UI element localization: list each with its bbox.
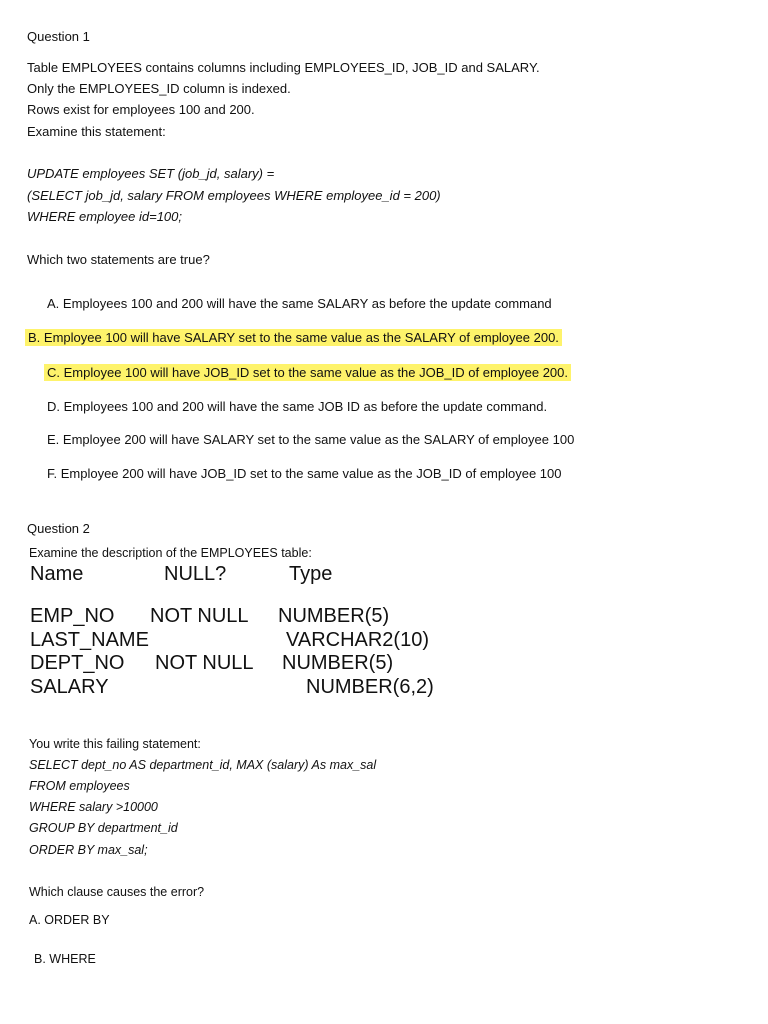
question-1-title: Question 1 [27, 29, 90, 44]
q2-failing-intro: You write this failing statement: [29, 737, 201, 751]
q1-intro-line: Examine this statement: [27, 124, 166, 139]
q1-option-b-highlighted: B. Employee 100 will have SALARY set to the same value as the SALARY of employee 200. [25, 329, 562, 346]
q2-prompt: Which clause causes the error? [29, 885, 205, 899]
table-cell: NOT NULL [150, 605, 249, 627]
q1-sql-line: UPDATE employees SET (job_jd, salary) = [27, 166, 275, 181]
q1-intro-line: Table EMPLOYEES contains columns including EMPLOYEES_ID, JOB_ID and SALARY. [27, 60, 540, 75]
table-cell: VARCHAR2(10) [286, 629, 429, 651]
q1-option-a: A. Employees 100 and 200 will have the same SALARY as before the update command [47, 296, 552, 311]
q2-sql-line: GROUP BY department_id [29, 821, 178, 835]
q2-option-b: B. WHERE [34, 952, 96, 966]
question-2-title: Question 2 [27, 521, 90, 536]
table-cell: NOT NULL [155, 652, 254, 674]
q2-intro: Examine the description of the EMPLOYEES table: [29, 546, 312, 560]
q1-option-c-highlighted: C. Employee 100 will have JOB_ID set to the same value as the JOB_ID of employee 200. [44, 364, 571, 381]
table-cell: LAST_NAME [30, 629, 149, 651]
q1-intro-line: Only the EMPLOYEES_ID column is indexed. [27, 81, 291, 96]
table-header-null: NULL? [164, 563, 227, 585]
table-cell: NUMBER(6,2) [306, 676, 434, 698]
table-cell: SALARY [30, 676, 109, 698]
table-cell: DEPT_NO [30, 652, 125, 674]
table-header-name: Name [30, 563, 84, 585]
q1-intro-line: Rows exist for employees 100 and 200. [27, 102, 255, 117]
q2-option-a: A. ORDER BY [29, 913, 110, 927]
table-cell: NUMBER(5) [278, 605, 390, 627]
q2-sql-line: WHERE salary >10000 [29, 800, 158, 814]
table-cell: NUMBER(5) [282, 652, 394, 674]
table-header-type: Type [289, 563, 333, 585]
q1-sql-line: (SELECT job_jd, salary FROM employees WHERE employee_id = 200) [27, 188, 441, 203]
q2-sql-line: FROM employees [29, 779, 130, 793]
q1-option-d: D. Employees 100 and 200 will have the same JOB ID as before the update command. [47, 399, 548, 414]
q2-sql-line: ORDER BY max_sal; [29, 843, 148, 857]
table-cell: EMP_NO [30, 605, 115, 627]
q1-prompt: Which two statements are true? [27, 252, 210, 267]
q1-option-e: E. Employee 200 will have SALARY set to the same value as the SALARY of employee 100 [47, 432, 575, 447]
q1-option-f: F. Employee 200 will have JOB_ID set to the same value as the JOB_ID of employee 100 [47, 466, 562, 481]
q2-sql-line: SELECT dept_no AS department_id, MAX (salary) As max_sal [29, 758, 377, 772]
q1-sql-line: WHERE employee id=100; [27, 209, 182, 224]
